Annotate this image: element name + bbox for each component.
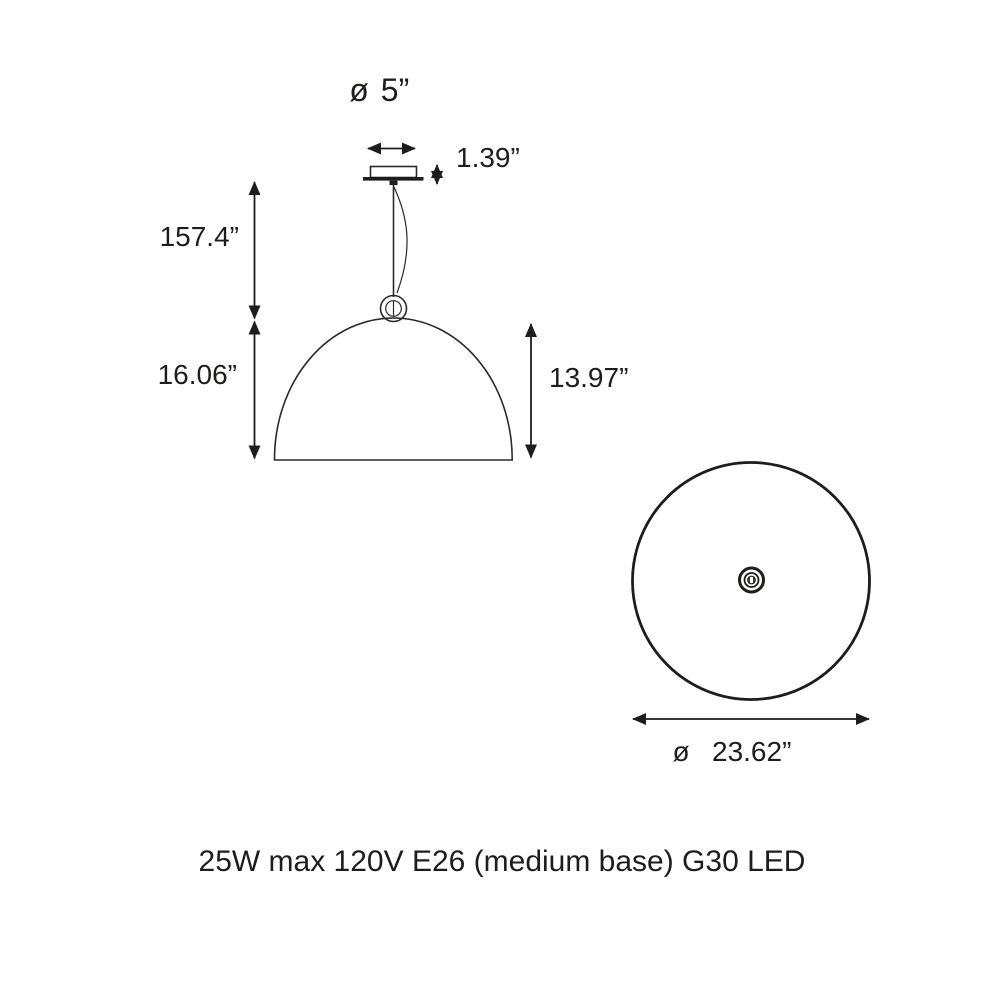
- shade-diameter-symbol: ø: [672, 736, 690, 767]
- canopy-cable-grip: [390, 181, 398, 186]
- shade-diameter-value: 23.62”: [712, 736, 792, 767]
- shade-dome-outline: [275, 318, 513, 460]
- canopy-body: [371, 167, 417, 178]
- overall-height-label: 16.06”: [157, 359, 237, 390]
- suspension-wire-curve: [394, 187, 407, 293]
- canopy-height-label: 1.39”: [456, 142, 520, 173]
- canopy-base-plate: [363, 177, 424, 181]
- suspension-length-label: 157.4”: [159, 221, 239, 252]
- lamp-spec-text: 25W max 120V E26 (medium base) G30 LED: [198, 845, 806, 878]
- shade-bottom-view-circle: [633, 463, 870, 700]
- shade-height-label: 13.97”: [549, 362, 629, 393]
- canopy-diameter-value: 5”: [380, 72, 410, 108]
- canopy-diameter-symbol: ø: [349, 72, 369, 108]
